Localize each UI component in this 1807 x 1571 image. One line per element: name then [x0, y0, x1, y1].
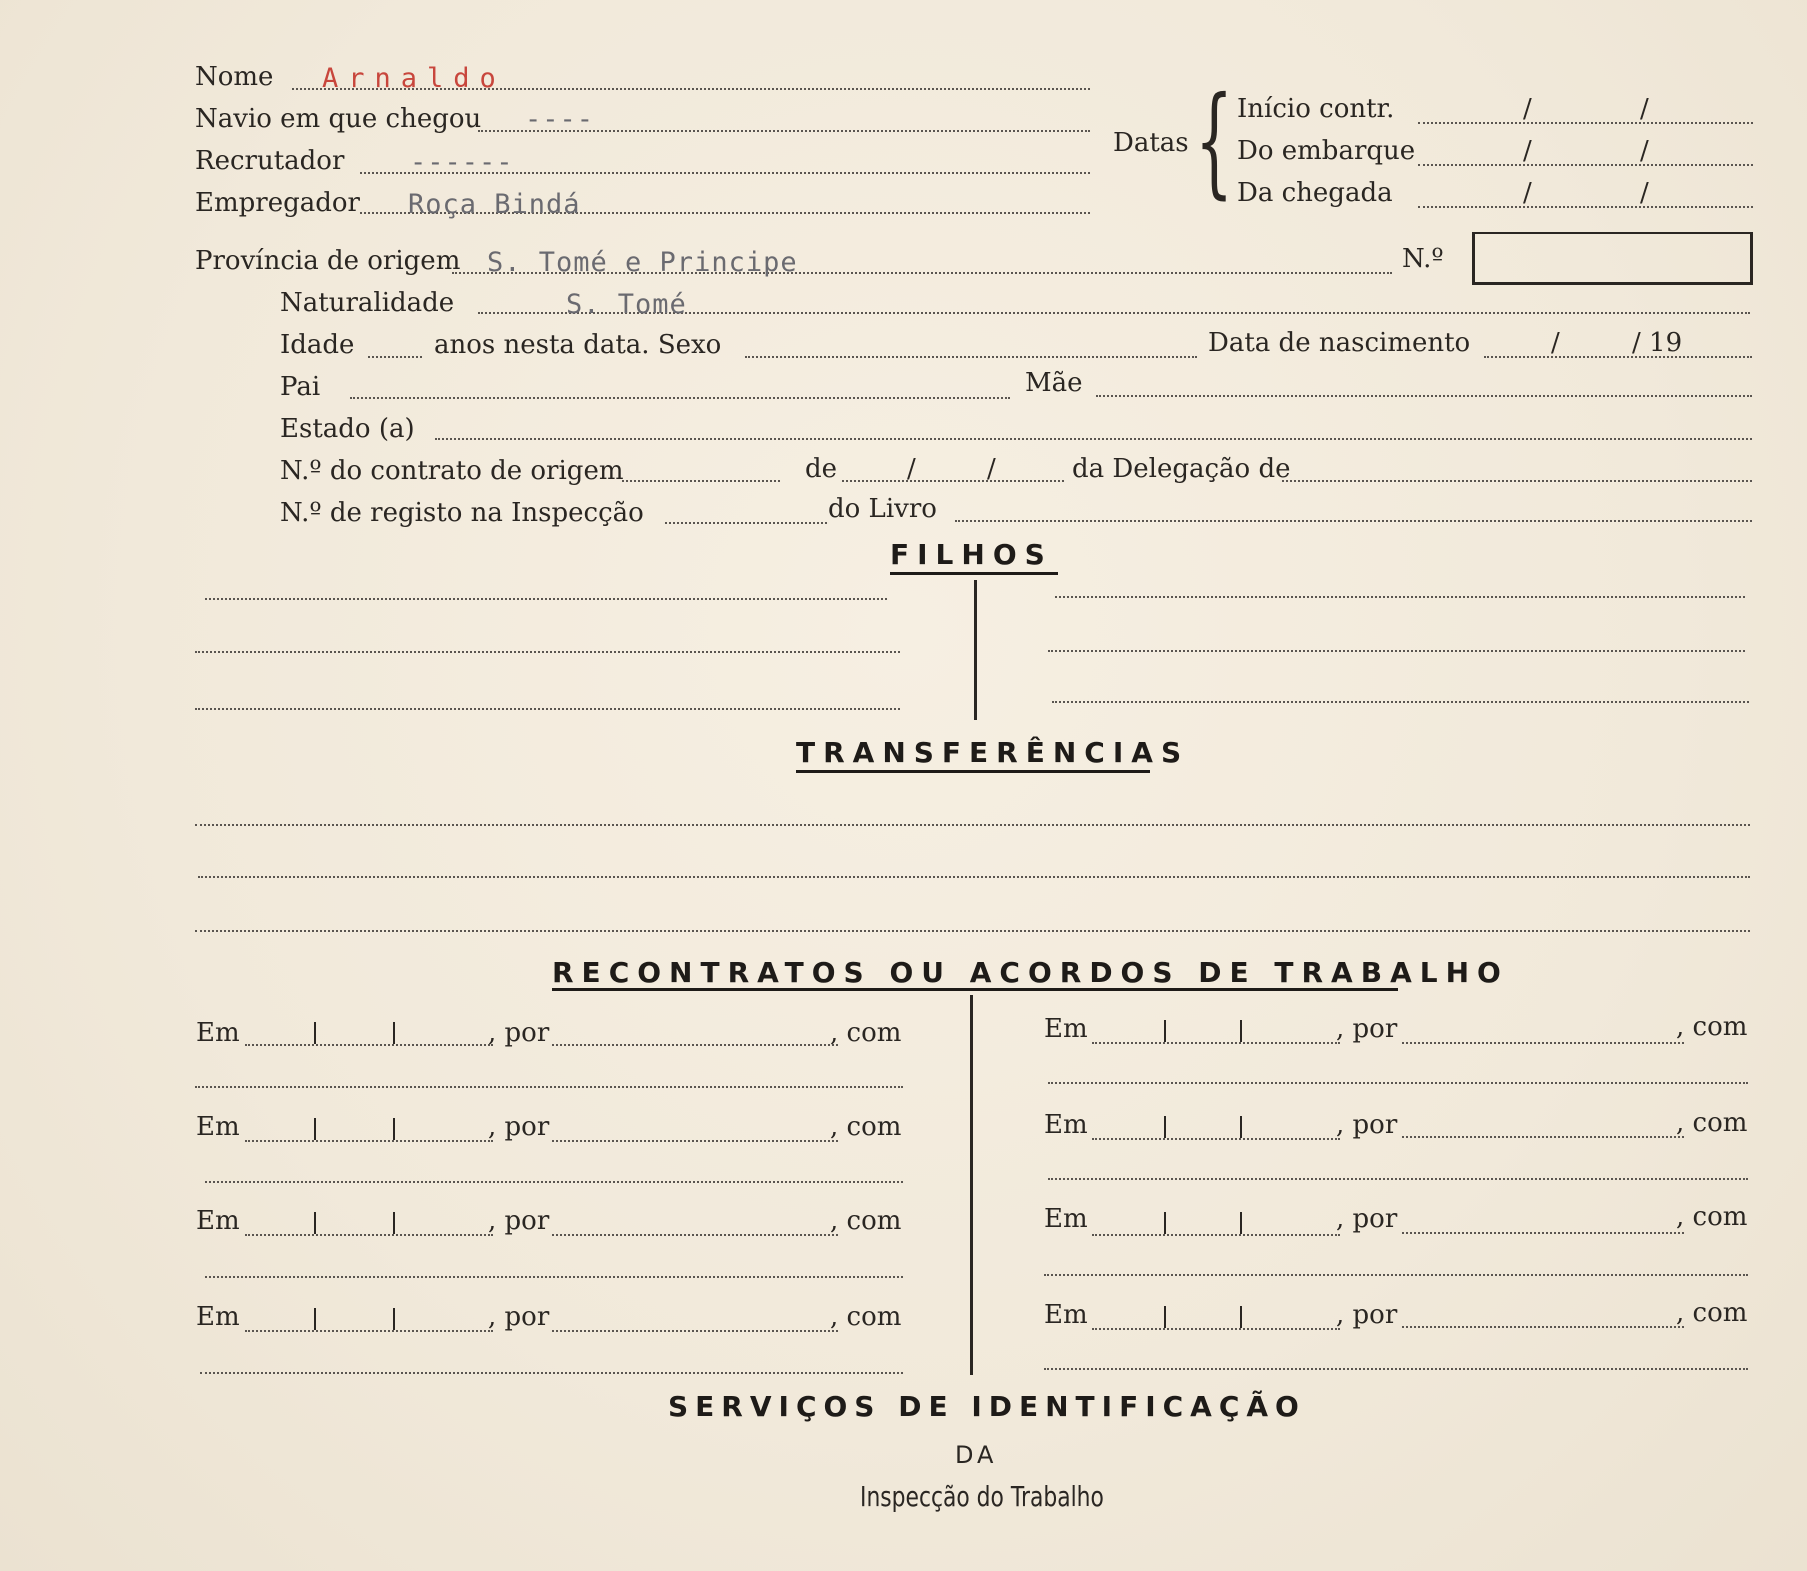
date-line — [245, 1234, 493, 1236]
chegada-slash-2: / — [1640, 178, 1649, 208]
value-nome: Arnaldo — [322, 63, 506, 94]
com-line — [195, 1086, 903, 1088]
chegada-line — [1418, 206, 1753, 208]
value-navio: ---- — [525, 104, 595, 135]
nascimento-19: / 19 — [1632, 328, 1683, 358]
section-filhos: FILHOS — [890, 538, 1053, 571]
com-line — [205, 1181, 903, 1183]
delegacao-line — [1282, 480, 1752, 482]
por-line — [1402, 1232, 1684, 1234]
date-line — [1092, 1234, 1340, 1236]
pai-line — [350, 397, 1010, 399]
em-label: Em — [1044, 1300, 1088, 1330]
label-nascimento: Data de nascimento — [1208, 328, 1471, 358]
com-line — [205, 1276, 903, 1278]
por-label: , por — [1336, 1014, 1398, 1044]
label-naturalidade: Naturalidade — [280, 288, 455, 318]
label-estado: Estado (a) — [280, 414, 415, 444]
por-label: , por — [1336, 1204, 1398, 1234]
filhos-right-line-1 — [1055, 596, 1745, 598]
label-de: de — [805, 454, 838, 484]
label-numero: N.º — [1402, 244, 1444, 274]
transferencias-line-1 — [195, 824, 1750, 826]
por-label: , por — [488, 1206, 550, 1236]
transferencias-line-2 — [198, 876, 1750, 878]
value-empregador: Roça Bindá — [408, 189, 581, 220]
datas-brace: { — [1195, 72, 1234, 211]
date-line — [245, 1044, 493, 1046]
date-tick — [314, 1118, 316, 1140]
date-tick — [1164, 1020, 1166, 1042]
por-line — [552, 1044, 838, 1046]
date-tick — [1240, 1020, 1242, 1042]
date-tick — [314, 1212, 316, 1234]
em-label: Em — [196, 1302, 240, 1332]
livro-line — [955, 520, 1752, 522]
label-contrato: N.º do contrato de origem — [280, 456, 624, 486]
section-transferencias: TRANSFERÊNCIAS — [796, 736, 1190, 769]
inicio-line — [1418, 122, 1753, 124]
com-label: , com — [1676, 1202, 1748, 1232]
por-label: , por — [488, 1018, 550, 1048]
value-recrutador: ------ — [410, 147, 514, 178]
por-label: , por — [488, 1112, 550, 1142]
com-line — [1044, 1274, 1748, 1276]
date-tick — [1164, 1306, 1166, 1328]
nascimento-line — [1484, 356, 1752, 358]
label-delegacao: da Delegação de — [1072, 454, 1291, 484]
em-label: Em — [1044, 1014, 1088, 1044]
date-line — [1092, 1042, 1340, 1044]
date-line — [245, 1330, 493, 1332]
label-mae: Mãe — [1025, 368, 1083, 398]
date-tick — [393, 1022, 395, 1044]
com-line — [1048, 1178, 1748, 1180]
recontratos-divider — [970, 995, 973, 1375]
transferencias-line-3 — [195, 930, 1750, 932]
contrato-slash-1: / — [907, 454, 916, 484]
com-label: , com — [1676, 1012, 1748, 1042]
contrato-slash-2: / — [987, 454, 996, 484]
date-tick — [1164, 1212, 1166, 1234]
por-line — [1402, 1326, 1684, 1328]
label-empregador: Empregador — [195, 188, 360, 218]
label-nome: Nome — [195, 62, 274, 92]
em-label: Em — [1044, 1204, 1088, 1234]
label-provincia: Província de origem — [195, 246, 461, 276]
por-label: , por — [1336, 1300, 1398, 1330]
label-registo: N.º de registo na Inspecção — [280, 498, 644, 528]
label-recrutador: Recrutador — [195, 146, 345, 176]
filhos-left-line-2 — [195, 651, 900, 653]
por-label: , por — [488, 1302, 550, 1332]
date-tick — [393, 1118, 395, 1140]
estado-line — [435, 438, 1752, 440]
filhos-left-line-3 — [195, 708, 900, 710]
por-line — [552, 1234, 838, 1236]
contrato-line — [622, 480, 780, 482]
label-pai: Pai — [280, 372, 321, 402]
label-inicio: Início contr. — [1237, 94, 1395, 124]
embarque-line — [1418, 164, 1753, 166]
com-label: , com — [1676, 1108, 1748, 1138]
footer-da: DA — [955, 1441, 998, 1469]
date-tick — [314, 1308, 316, 1330]
com-label: , com — [830, 1112, 902, 1142]
date-line — [245, 1140, 493, 1142]
filhos-underline — [890, 572, 1058, 575]
registo-line — [665, 522, 827, 524]
numero-box — [1472, 232, 1753, 285]
label-anos-sexo: anos nesta data. Sexo — [434, 330, 722, 360]
em-label: Em — [196, 1018, 240, 1048]
value-provincia: S. Tomé e Principe — [487, 247, 798, 278]
date-tick — [1240, 1212, 1242, 1234]
mae-line — [1096, 395, 1752, 397]
com-label: , com — [1676, 1298, 1748, 1328]
recontratos-underline — [552, 988, 1398, 991]
label-chegada: Da chegada — [1237, 178, 1393, 208]
com-line — [1048, 1082, 1748, 1084]
filhos-divider — [974, 580, 977, 720]
inicio-slash-2: / — [1640, 94, 1649, 124]
embarque-slash-1: / — [1523, 136, 1532, 166]
date-tick — [1240, 1306, 1242, 1328]
label-datas: Datas — [1113, 128, 1189, 158]
embarque-slash-2: / — [1640, 136, 1649, 166]
label-navio: Navio em que chegou — [195, 104, 482, 134]
date-tick — [314, 1022, 316, 1044]
por-line — [1402, 1042, 1684, 1044]
em-label: Em — [196, 1112, 240, 1142]
date-tick — [1240, 1116, 1242, 1138]
nascimento-slash: / — [1551, 328, 1560, 358]
por-line — [552, 1140, 838, 1142]
com-label: , com — [830, 1018, 902, 1048]
filhos-left-line-1 — [205, 598, 887, 600]
footer-servicos: SERVIÇOS DE IDENTIFICAÇÃO — [668, 1390, 1306, 1423]
section-recontratos: RECONTRATOS OU ACORDOS DE TRABALHO — [552, 956, 1509, 989]
por-label: , por — [1336, 1110, 1398, 1140]
contrato-date-line — [842, 480, 1064, 482]
label-embarque: Do embarque — [1237, 136, 1416, 166]
inicio-slash-1: / — [1523, 94, 1532, 124]
filhos-right-line-2 — [1048, 650, 1745, 652]
transferencias-underline — [796, 770, 1150, 773]
date-tick — [393, 1212, 395, 1234]
com-line — [1044, 1368, 1748, 1370]
com-label: , com — [830, 1302, 902, 1332]
date-line — [1092, 1328, 1340, 1330]
idade-line — [368, 356, 422, 358]
date-tick — [393, 1308, 395, 1330]
com-line — [200, 1372, 903, 1374]
date-line — [1092, 1138, 1340, 1140]
com-label: , com — [830, 1206, 902, 1236]
label-idade: Idade — [280, 330, 355, 360]
sexo-line — [745, 356, 1197, 358]
date-tick — [1164, 1116, 1166, 1138]
por-line — [552, 1330, 838, 1332]
footer-inspeccao: Inspecção do Trabalho — [860, 1480, 1104, 1513]
chegada-slash-1: / — [1523, 178, 1532, 208]
por-line — [1402, 1136, 1684, 1138]
label-livro: do Livro — [828, 494, 937, 524]
em-label: Em — [1044, 1110, 1088, 1140]
filhos-right-line-3 — [1052, 701, 1749, 703]
value-naturalidade: S. Tomé — [566, 289, 687, 320]
em-label: Em — [196, 1206, 240, 1236]
